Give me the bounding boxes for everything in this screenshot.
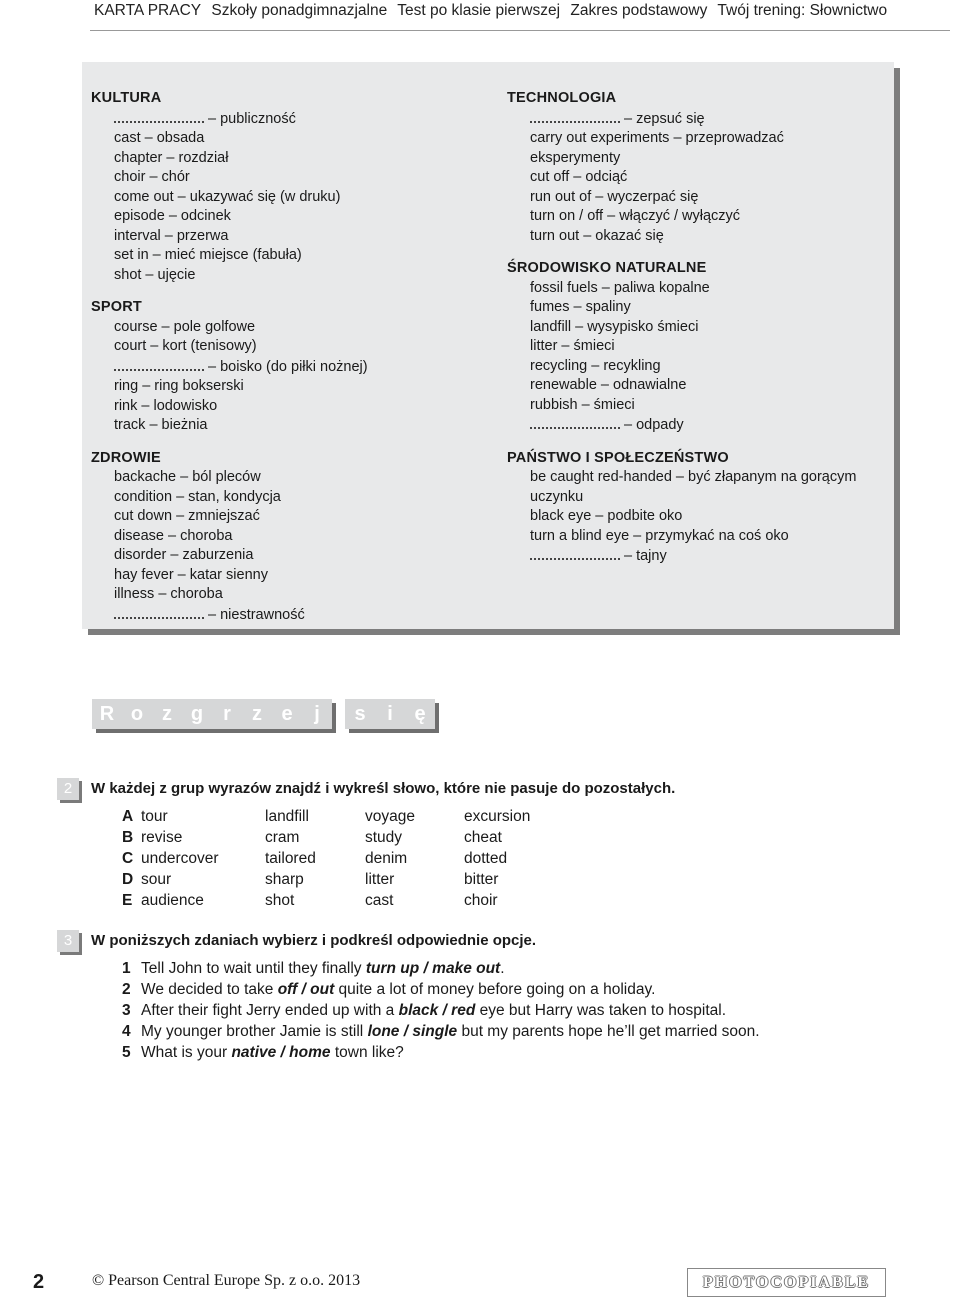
vocab-entry: – tajny: [507, 546, 907, 567]
blank-line[interactable]: [114, 605, 204, 619]
vocab-entry: – niestrawność: [91, 605, 491, 626]
word-option[interactable]: cram: [265, 829, 300, 846]
exercise-number: 2: [57, 778, 79, 800]
option-choice[interactable]: native / home: [231, 1044, 331, 1061]
vocab-entry: – zepsuć się: [507, 109, 907, 130]
row-letter: E: [122, 892, 133, 909]
vocab-entry: rink – lodowisko: [114, 397, 218, 414]
vocab-entry: track – bieżnia: [114, 417, 208, 433]
row-letter: C: [122, 850, 134, 867]
section-srodowisko: [507, 259, 907, 436]
section-title: ŚRODOWISKO NATURALNE: [507, 260, 707, 276]
word-option[interactable]: denim: [365, 850, 408, 867]
vocab-entry: renewable – odnawialne: [530, 377, 687, 393]
word-option[interactable]: study: [365, 829, 403, 846]
vocab-entry: backache – ból pleców: [114, 469, 261, 485]
word-option[interactable]: sour: [141, 871, 172, 888]
word-option[interactable]: cheat: [464, 829, 502, 846]
word-option[interactable]: sharp: [265, 871, 304, 888]
option-choice[interactable]: lone / single: [367, 1023, 458, 1040]
blank-line[interactable]: [530, 546, 620, 560]
option-choice[interactable]: black / red: [398, 1002, 476, 1019]
header-part: Szkoły ponadgimnazjalne: [211, 2, 388, 19]
vocab-entry: turn out – okazać się: [530, 227, 664, 244]
letter-tile: j: [302, 699, 332, 729]
vocab-entry: interval – przerwa: [114, 227, 229, 244]
exercise-number: 3: [57, 930, 79, 952]
vocab-entry: fumes – spaliny: [530, 299, 631, 315]
word-option[interactable]: revise: [141, 829, 183, 846]
vocab-entry: shot – ujęcie: [114, 266, 196, 283]
letter-tile: ę: [405, 699, 435, 729]
sentence-item: 4 My younger brother Jamie is still lone / single but my parents hope he’ll get married soon.: [122, 1023, 760, 1040]
vocab-entry: come out – ukazywać się (w druku): [114, 188, 341, 205]
vocab-column-right: [507, 89, 907, 580]
sentence-number: 1: [122, 960, 131, 977]
photocopiable-badge: PHOTOCOPIABLE: [687, 1268, 886, 1297]
word-option[interactable]: litter: [365, 871, 395, 888]
section-title: PAŃSTWO I SPOŁECZEŃSTWO: [507, 449, 729, 466]
letter-tile: R: [92, 699, 122, 729]
header-part: Twój trening: Słownictwo: [717, 2, 888, 19]
vocab-entry: condition – stan, kondycja: [114, 488, 281, 505]
vocab-entry: hay fever – katar sienny: [114, 566, 268, 583]
vocab-entry: disease – choroba: [114, 527, 233, 544]
vocab-entry: chapter – rozdział: [114, 149, 229, 166]
vocab-entry: – boisko (do piłki nożnej): [91, 357, 491, 378]
row-letter: A: [122, 808, 134, 825]
sentence-item: 3 After their fight Jerry ended up with a black / red eye but Harry was taken to hospital.: [122, 1002, 727, 1019]
word-option[interactable]: shot: [265, 892, 295, 909]
word-option[interactable]: undercover: [141, 850, 219, 867]
page-header: [94, 2, 944, 22]
option-choice[interactable]: turn up / make out: [365, 960, 501, 977]
vocab-entry: court – kort (tenisowy): [114, 338, 257, 354]
blank-line[interactable]: [114, 357, 204, 371]
letter-tile: z: [152, 699, 182, 729]
word-option[interactable]: cast: [365, 892, 394, 909]
sentence-number: 4: [122, 1023, 131, 1040]
vocab-entry: illness – choroba: [114, 586, 223, 602]
vocab-entry: recycling – recykling: [530, 357, 661, 374]
blank-line[interactable]: [530, 415, 620, 429]
sentence-number: 2: [122, 981, 131, 998]
vocab-entry: disorder – zaburzenia: [114, 547, 254, 563]
word-option[interactable]: dotted: [464, 850, 508, 867]
vocab-entry: fossil fuels – paliwa kopalne: [530, 279, 710, 296]
sentence-number: 5: [122, 1044, 131, 1061]
vocab-entry: run out of – wyczerpać się: [530, 188, 699, 205]
section-technologia: [507, 89, 907, 246]
word-option[interactable]: audience: [141, 892, 204, 909]
vocab-entry: ring – ring bokserski: [114, 378, 244, 394]
letter-tile: e: [272, 699, 302, 729]
letter-tile: g: [182, 699, 212, 729]
header-divider: [90, 30, 950, 31]
section-title: SPORT: [91, 299, 142, 315]
vocab-entry: be caught red-handed – być złapanym na gorącym uczynku: [530, 469, 857, 505]
word-option[interactable]: tailored: [265, 850, 316, 867]
row-letter: B: [122, 829, 134, 846]
vocab-entry: choir – chór: [114, 169, 190, 185]
vocab-entry: cut off – odciąć: [530, 169, 628, 185]
blank-line[interactable]: [114, 109, 204, 123]
option-choice[interactable]: off / out: [277, 981, 335, 998]
vocab-entry: turn on / off – włączyć / wyłączyć: [530, 208, 741, 224]
letter-tile: i: [375, 699, 405, 729]
exercise-instruction: W poniższych zdaniach wybierz i podkreśl odpowiednie opcje.: [91, 932, 537, 949]
vocab-entry: turn a blind eye – przymykać na coś oko: [530, 527, 789, 544]
copyright-text: © Pearson Central Europe Sp. z o.o. 2013: [92, 1272, 361, 1289]
vocab-entry: – publiczność: [91, 109, 491, 130]
section-title: ZDROWIE: [91, 449, 161, 466]
header-part: Test po klasie pierwszej: [397, 2, 561, 19]
vocab-entry: litter – śmieci: [530, 338, 615, 354]
vocab-entry: course – pole golfowe: [114, 318, 256, 335]
word-option[interactable]: tour: [141, 808, 168, 825]
blank-line[interactable]: [530, 109, 620, 123]
section-panstwo: [507, 449, 907, 567]
letter-tile: z: [242, 699, 272, 729]
page-number: 2: [33, 1271, 45, 1293]
sentence-item: 2 We decided to take off / out quite a lot of money before going on a holiday.: [122, 981, 656, 998]
vocab-entry: – odpady: [507, 415, 907, 436]
letter-tile: o: [122, 699, 152, 729]
vocab-entry: cut down – zmniejszać: [114, 508, 260, 524]
vocab-entry: rubbish – śmieci: [530, 396, 635, 413]
section-sport: [91, 298, 491, 436]
section-title: KULTURA: [91, 90, 162, 106]
vocab-entry: set in – mieć miejsce (fabuła): [114, 247, 302, 263]
vocab-entry: episode – odcinek: [114, 208, 231, 224]
sentence-number: 3: [122, 1002, 131, 1019]
section-title: TECHNOLOGIA: [507, 90, 617, 106]
vocab-column-left: [91, 89, 491, 638]
vocab-entry: carry out experiments – przeprowadzać eksperymenty: [530, 130, 784, 166]
sentence-item: 1 Tell John to wait until they finally turn up / make out.: [122, 960, 505, 977]
section-kultura: [91, 89, 491, 285]
letter-tile: r: [212, 699, 242, 729]
vocab-entry: black eye – podbite oko: [530, 508, 683, 524]
sentence-item: 5 What is your native / home town like?: [122, 1044, 404, 1061]
vocab-entry: landfill – wysypisko śmieci: [530, 318, 699, 335]
word-option[interactable]: bitter: [464, 871, 499, 888]
header-part: Zakres podstawowy: [570, 2, 708, 19]
row-letter: D: [122, 871, 134, 888]
exercise-instruction: W każdej z grup wyrazów znajdź i wykreśl słowo, które nie pasuje do pozostałych.: [91, 780, 676, 797]
word-option[interactable]: voyage: [365, 808, 415, 825]
word-option[interactable]: excursion: [464, 808, 531, 825]
section-zdrowie: [91, 449, 491, 626]
word-option[interactable]: choir: [464, 892, 498, 909]
letter-tile: s: [345, 699, 375, 729]
header-part: KARTA PRACY: [94, 2, 202, 19]
vocab-entry: cast – obsada: [114, 130, 205, 146]
word-option[interactable]: landfill: [265, 808, 309, 825]
